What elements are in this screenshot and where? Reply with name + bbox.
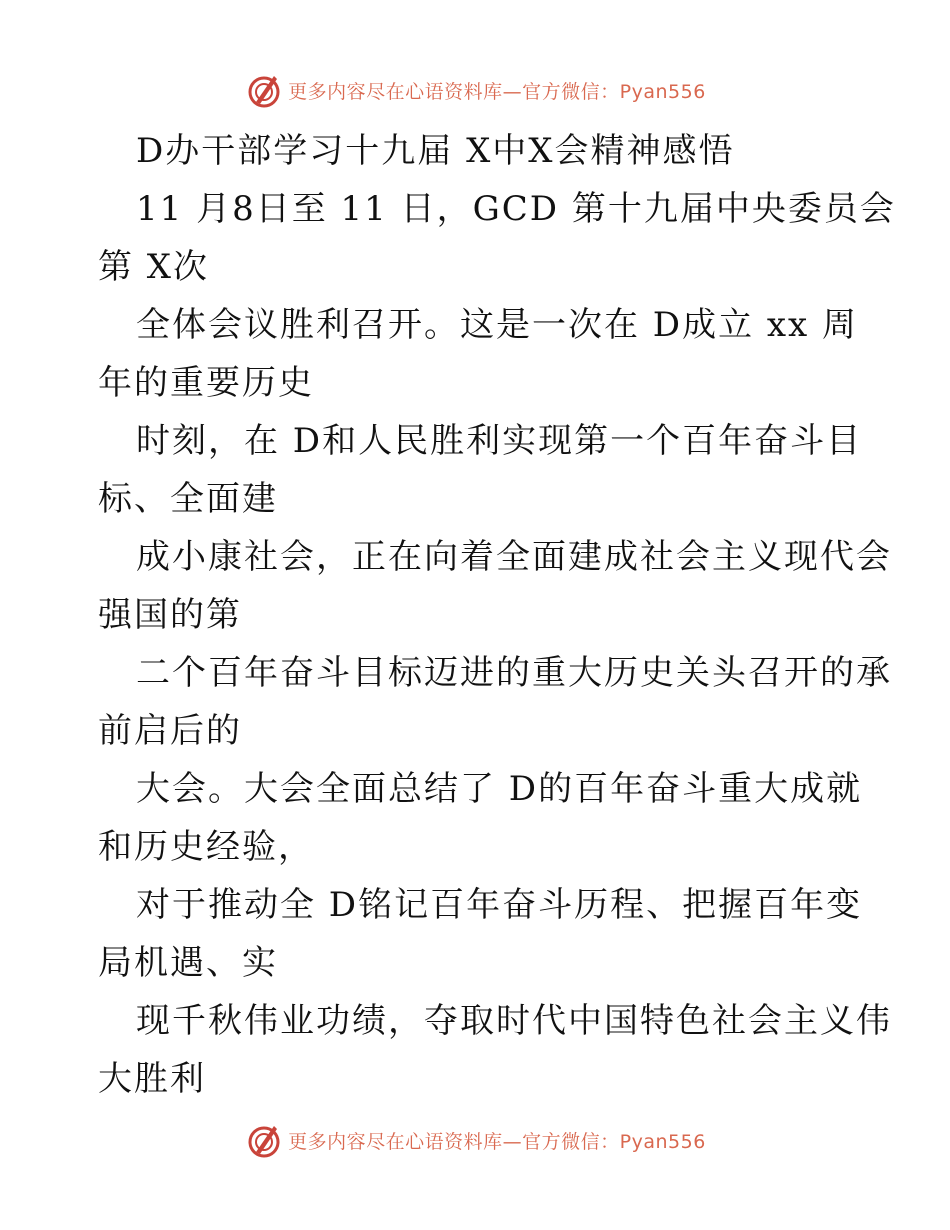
text-line: 成小康社会，正在向着全面建成社会主义现代会	[136, 537, 892, 577]
text-line: 现千秋伟业功绩，夺取时代中国特色社会主义伟	[136, 1001, 892, 1041]
text-line: D办干部学习十九届 X中X会精神感悟	[136, 131, 735, 171]
watermark-banner-top	[0, 70, 950, 110]
watermark-text: 更多内容尽在心语资料库—官方微信：Pyan556	[288, 80, 706, 103]
text-line: 二个百年奋斗目标迈进的重大历史关头召开的承	[136, 653, 892, 693]
document-body	[98, 122, 896, 1108]
text-line: 局机遇、实	[98, 943, 278, 983]
text-line: 大会。大会全面总结了 D的百年奋斗重大成就	[136, 769, 863, 809]
text-line: 全体会议胜利召开。这是一次在 D成立 xx 周	[136, 305, 859, 345]
text-line: 前启后的	[98, 711, 242, 751]
text-line: 对于推动全 D铭记百年奋斗历程、把握百年变	[136, 885, 863, 925]
text-line: 年的重要历史	[98, 363, 314, 403]
text-line: 时刻，在 D和人民胜利实现第一个百年奋斗目	[136, 421, 863, 461]
text-line: 大胜利	[98, 1059, 206, 1099]
pen-logo-icon	[244, 1120, 284, 1160]
pen-logo-icon	[244, 70, 284, 110]
watermark-banner-bottom	[0, 1120, 950, 1160]
text-line: 11 月8日至 11 日，GCD 第十九届中央委员会	[136, 189, 896, 229]
text-line: 和历史经验，	[98, 827, 314, 867]
watermark-text: 更多内容尽在心语资料库—官方微信：Pyan556	[288, 1130, 706, 1153]
text-line: 强国的第	[98, 595, 242, 635]
text-line: 第 X次	[98, 247, 210, 287]
text-line: 标、全面建	[98, 479, 278, 519]
